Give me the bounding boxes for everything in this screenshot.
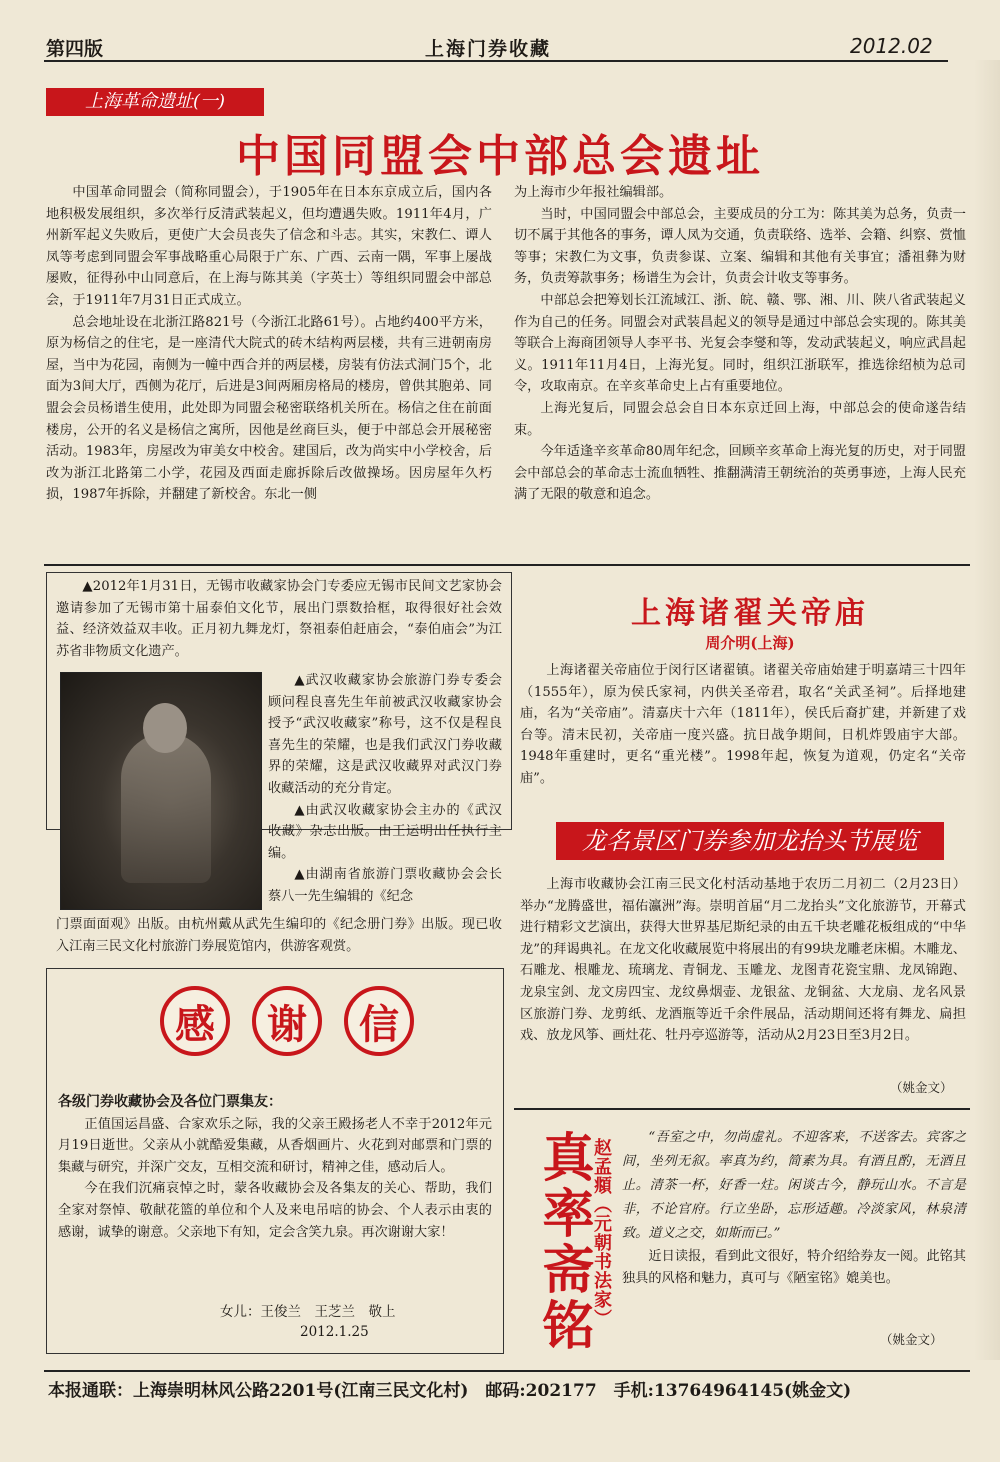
thanks-content — [58, 1092, 492, 1243]
article1-para: 上海光复后，同盟会总会自日本东京迁回上海，中部总会的使命遂告结束。 — [514, 400, 966, 438]
guandi-title: 上海诸翟关帝庙 — [631, 596, 869, 631]
issue-date: 2012.02 — [850, 34, 933, 58]
thanks-para: 今在我们沉痛哀悼之时，蒙各收藏协会及各集友的关心、帮助，我们全家对祭悼、敬献花篮的单位和个人及来电吊唁的协会、个人表示由衷的感谢，诚挚的谢意。父亲地下有知，定会含笑九泉。再次谢谢大家！ — [58, 1181, 492, 1240]
longming-body — [520, 874, 966, 1047]
stamp-xin: 信 — [344, 986, 414, 1056]
thanks-greeting: 各级门券收藏协会及各位门票集友： — [58, 1094, 282, 1110]
footer-contact: 本报通联：上海崇明林风公路2201号(江南三民文化村) 邮码:202177 手机:13764964145(姚金文) — [48, 1381, 852, 1401]
stamp-gan: 感 — [160, 986, 230, 1056]
article1-para: 当时，中国同盟会中部总会，主要成员的分工为：陈其美为总务，负责一切不属于其他各的事务，谭人凤为交通，负责联络、选举、会籍、纠察、赏恤等事；宋教仁为文事，负责参谋、立案、编辑和其他有关事宜；潘祖彝为财务，负责筹款事务；杨谱生为会计，负责会计收支等事务。 — [514, 206, 966, 287]
edge-bleed — [974, 60, 1000, 1360]
longming-title: 龙名景区门券参加龙抬头节展览 — [556, 822, 944, 860]
photo-figure — [121, 733, 211, 883]
thanks-date: 2012.1.25 — [300, 1324, 369, 1340]
longming-author: （姚金文） — [890, 1080, 953, 1095]
article1-left-column — [46, 182, 492, 506]
news-para: ▲武汉收藏家协会旅游门券专委会顾问程良喜先生年前被武汉收藏家协会授予“武汉收藏家”称号，这不仅是程良喜先生的荣耀，也是我们武汉门券收藏界的荣耀，这是武汉收藏界对武汉门券收藏活动的充分肯定。 — [268, 673, 502, 796]
news-para: ▲2012年1月31日，无锡市收藏家协会门专委应无锡市民间文艺家协会邀请参加了无锡市第十届泰伯文化节，展出门票数拾框，取得很好社会效益、经济效益双丰收。正月初九舞龙灯，祭祖泰伯赶庙会，“泰伯庙会”为江苏省非物质文化遗产。 — [56, 579, 502, 659]
motto-title: 真率斋铭 — [533, 1130, 593, 1354]
motto-note: 近日读报，看到此文很好，特介绍给券友一阅。此铭其独具的风格和魅力，真可与《陋室铭》媲美也。 — [622, 1249, 966, 1286]
paper-name: 上海门券收藏 — [425, 38, 552, 60]
guandi-byline: 周介明(上海) — [705, 634, 795, 652]
section-rule — [44, 564, 970, 566]
stamp-xie: 谢 — [252, 986, 322, 1056]
article1-para: 为上海市少年报社编辑部。 — [514, 185, 673, 200]
article1-para: 总会地址设在北浙江路821号（今浙江北路61号）。占地约400平方米，原为杨信之的住宅，是一座清代大院式的砖木结构两层楼，共有三进朝南房屋，当中为花园，南侧为一幢中西合并的两层楼，房装有仿法式洞门5个，北面为3间大厅，西侧为花厅，后进是3间两厢房格局的楼房，曾供其胞弟、同盟会会员杨谱生使用，此处即为同盟会秘密联络机关所在。杨信之住在前面楼房，公开的名义是杨信之寓所，因他是丝商巨头，便于中部总会开展秘密活动。1983年，房屋改为审美女中校舍。建国后，改为尚实中小学校舍，后改为浙江北路第二小学，花园及西面走廊拆除后改做操场。因房屋年久朽损，1987年拆除，并翻建了新校舍。东北一侧 — [46, 314, 492, 503]
motto-attribution: 赵孟頫（元朝书法家） — [591, 1138, 612, 1328]
thanks-para: 正值国运昌盛、合家欢乐之际，我的父亲王殿扬老人不幸于2012年元月19日逝世。父亲从小就酷爱集藏，从香烟画片、火花到对邮票和门票的集藏与研究，并深广交友，互相交流和研讨，精神之佳，感动后人。 — [58, 1116, 492, 1175]
article1-para: 今年适逢辛亥革命80周年纪念，回顾辛亥革命上海光复的历史，对于同盟会中部总会的革命志士流血牺牲、推翻满清王朝统治的英勇事迹，上海人民充满了无限的敬意和追念。 — [514, 444, 966, 503]
masthead-rule — [44, 60, 948, 62]
news-para: ▲由武汉收藏家协会主办的《武汉收藏》杂志出版。由王运明出任执行主编。 — [268, 802, 502, 861]
article1-kicker: 上海革命遗址(一) — [46, 88, 264, 116]
thanks-signature: 女儿：王俊兰 王芝兰 敬上 — [220, 1304, 396, 1320]
news-column — [56, 576, 502, 662]
collector-photo — [60, 672, 262, 910]
motto-author: （姚金文） — [880, 1332, 943, 1347]
article1-para: 中国革命同盟会（简称同盟会），于1905年在日本东京成立后，国内各地积极发展组织，多次举行反清武装起义，但均遭遇失败。1911年4月，广州新军起义失败后，更使广大会员丧失了信念和斗志。其实，宋教仁、谭人凤等考虑到同盟会军事战略重心局限于广东、广西、云南一隅，军事上屡战屡败，征得孙中山同意后，在上海与陈其美（字英士）等组织同盟会中部总会，于1911年7月31日正式成立。 — [46, 185, 492, 308]
article1-para: 中部总会把筹划长江流域江、浙、皖、赣、鄂、湘、川、陕八省武装起义作为自己的任务。同盟会对武装昌起义的领导是通过中部总会实现的。陈其美等联合上海商团领导人李平书、光复会李燮和等，发动武装起义，响应武昌起义。1911年11月4日，上海光复。同时，组织江浙联军，推选徐绍桢为总司令，攻取南京。在辛亥革命史上占有重要地位。 — [514, 292, 966, 395]
news-para: ▲由湖南省旅游门票收藏协会会长蔡八一先生编辑的《纪念 — [268, 867, 502, 904]
longming-para: 上海市收藏协会江南三民文化村活动基地于农历二月初二（2月23日）举办“龙腾盛世，福佑瀛洲”海。崇明首届“月二龙抬头”文化旅游节，开幕式进行精彩文艺演出，获得大世界基尼斯纪录的由五千块老雕花板组成的“中华龙”的拜谒典礼。在龙文化收藏展览中将展出的有99块龙雕老床楣。木雕龙、石雕龙、根雕龙、琉璃龙、青铜龙、玉雕龙、龙图青花瓷宝鼎、龙凤锦跑、龙泉宝剑、龙文房四宝、龙纹鼻烟壶、龙银盆、龙铜盆、大龙扇、龙名风景区旅游门券、龙剪纸、龙酒瓶等近千余件展品，活动期间还将有舞龙、扁担戏、放龙风筝、画灶花、牡丹亭巡游等，活动从2月23日至3月2日。 — [520, 877, 966, 1044]
news-side-column — [268, 670, 502, 908]
article1-title: 中国同盟会中部总会遗址 — [236, 131, 764, 182]
news-bottom — [56, 914, 502, 957]
photo-head — [143, 703, 187, 753]
motto-content — [622, 1126, 966, 1289]
edition-label: 第四版 — [46, 38, 104, 60]
article1-right-column — [514, 182, 966, 506]
guandi-para: 上海诸翟关帝庙位于闵行区诸翟镇。诸翟关帝庙始建于明嘉靖三十四年（1555年），原为侯氏家祠，内供关圣帝君，取名“关武圣祠”。后择地建庙，名为“关帝庙”。清嘉庆十六年（1811年），侯氏后裔扩建，并新建了戏台等。清末民初，关帝庙一度兴盛。抗日战争期间，日机炸毁庙宇大部。1948年重建时，更名“重光楼”。1998年起，恢复为道观，仍定名“关帝庙”。 — [520, 663, 966, 786]
motto-rule — [514, 1108, 970, 1110]
news-para: 门票面面观》出版。由杭州戴从武先生编印的《纪念册门券》出版。现已收入江南三民文化村旅游门券展览馆内，供游客观赏。 — [56, 917, 502, 954]
guandi-body — [520, 660, 966, 790]
motto-quote: “吾室之中，勿尚虚礼。不迎客来，不送客去。宾客之间，坐列无叙。率真为约，简素为具。有酒且酌，无酒且止。清茶一杯，好香一炷。闲谈古今，静玩山水。不言是非，不论官府。行立坐卧，忘形适趣。冷淡家风，林泉清致。道义之交，如斯而已。” — [622, 1130, 966, 1241]
footer-rule — [44, 1370, 970, 1372]
